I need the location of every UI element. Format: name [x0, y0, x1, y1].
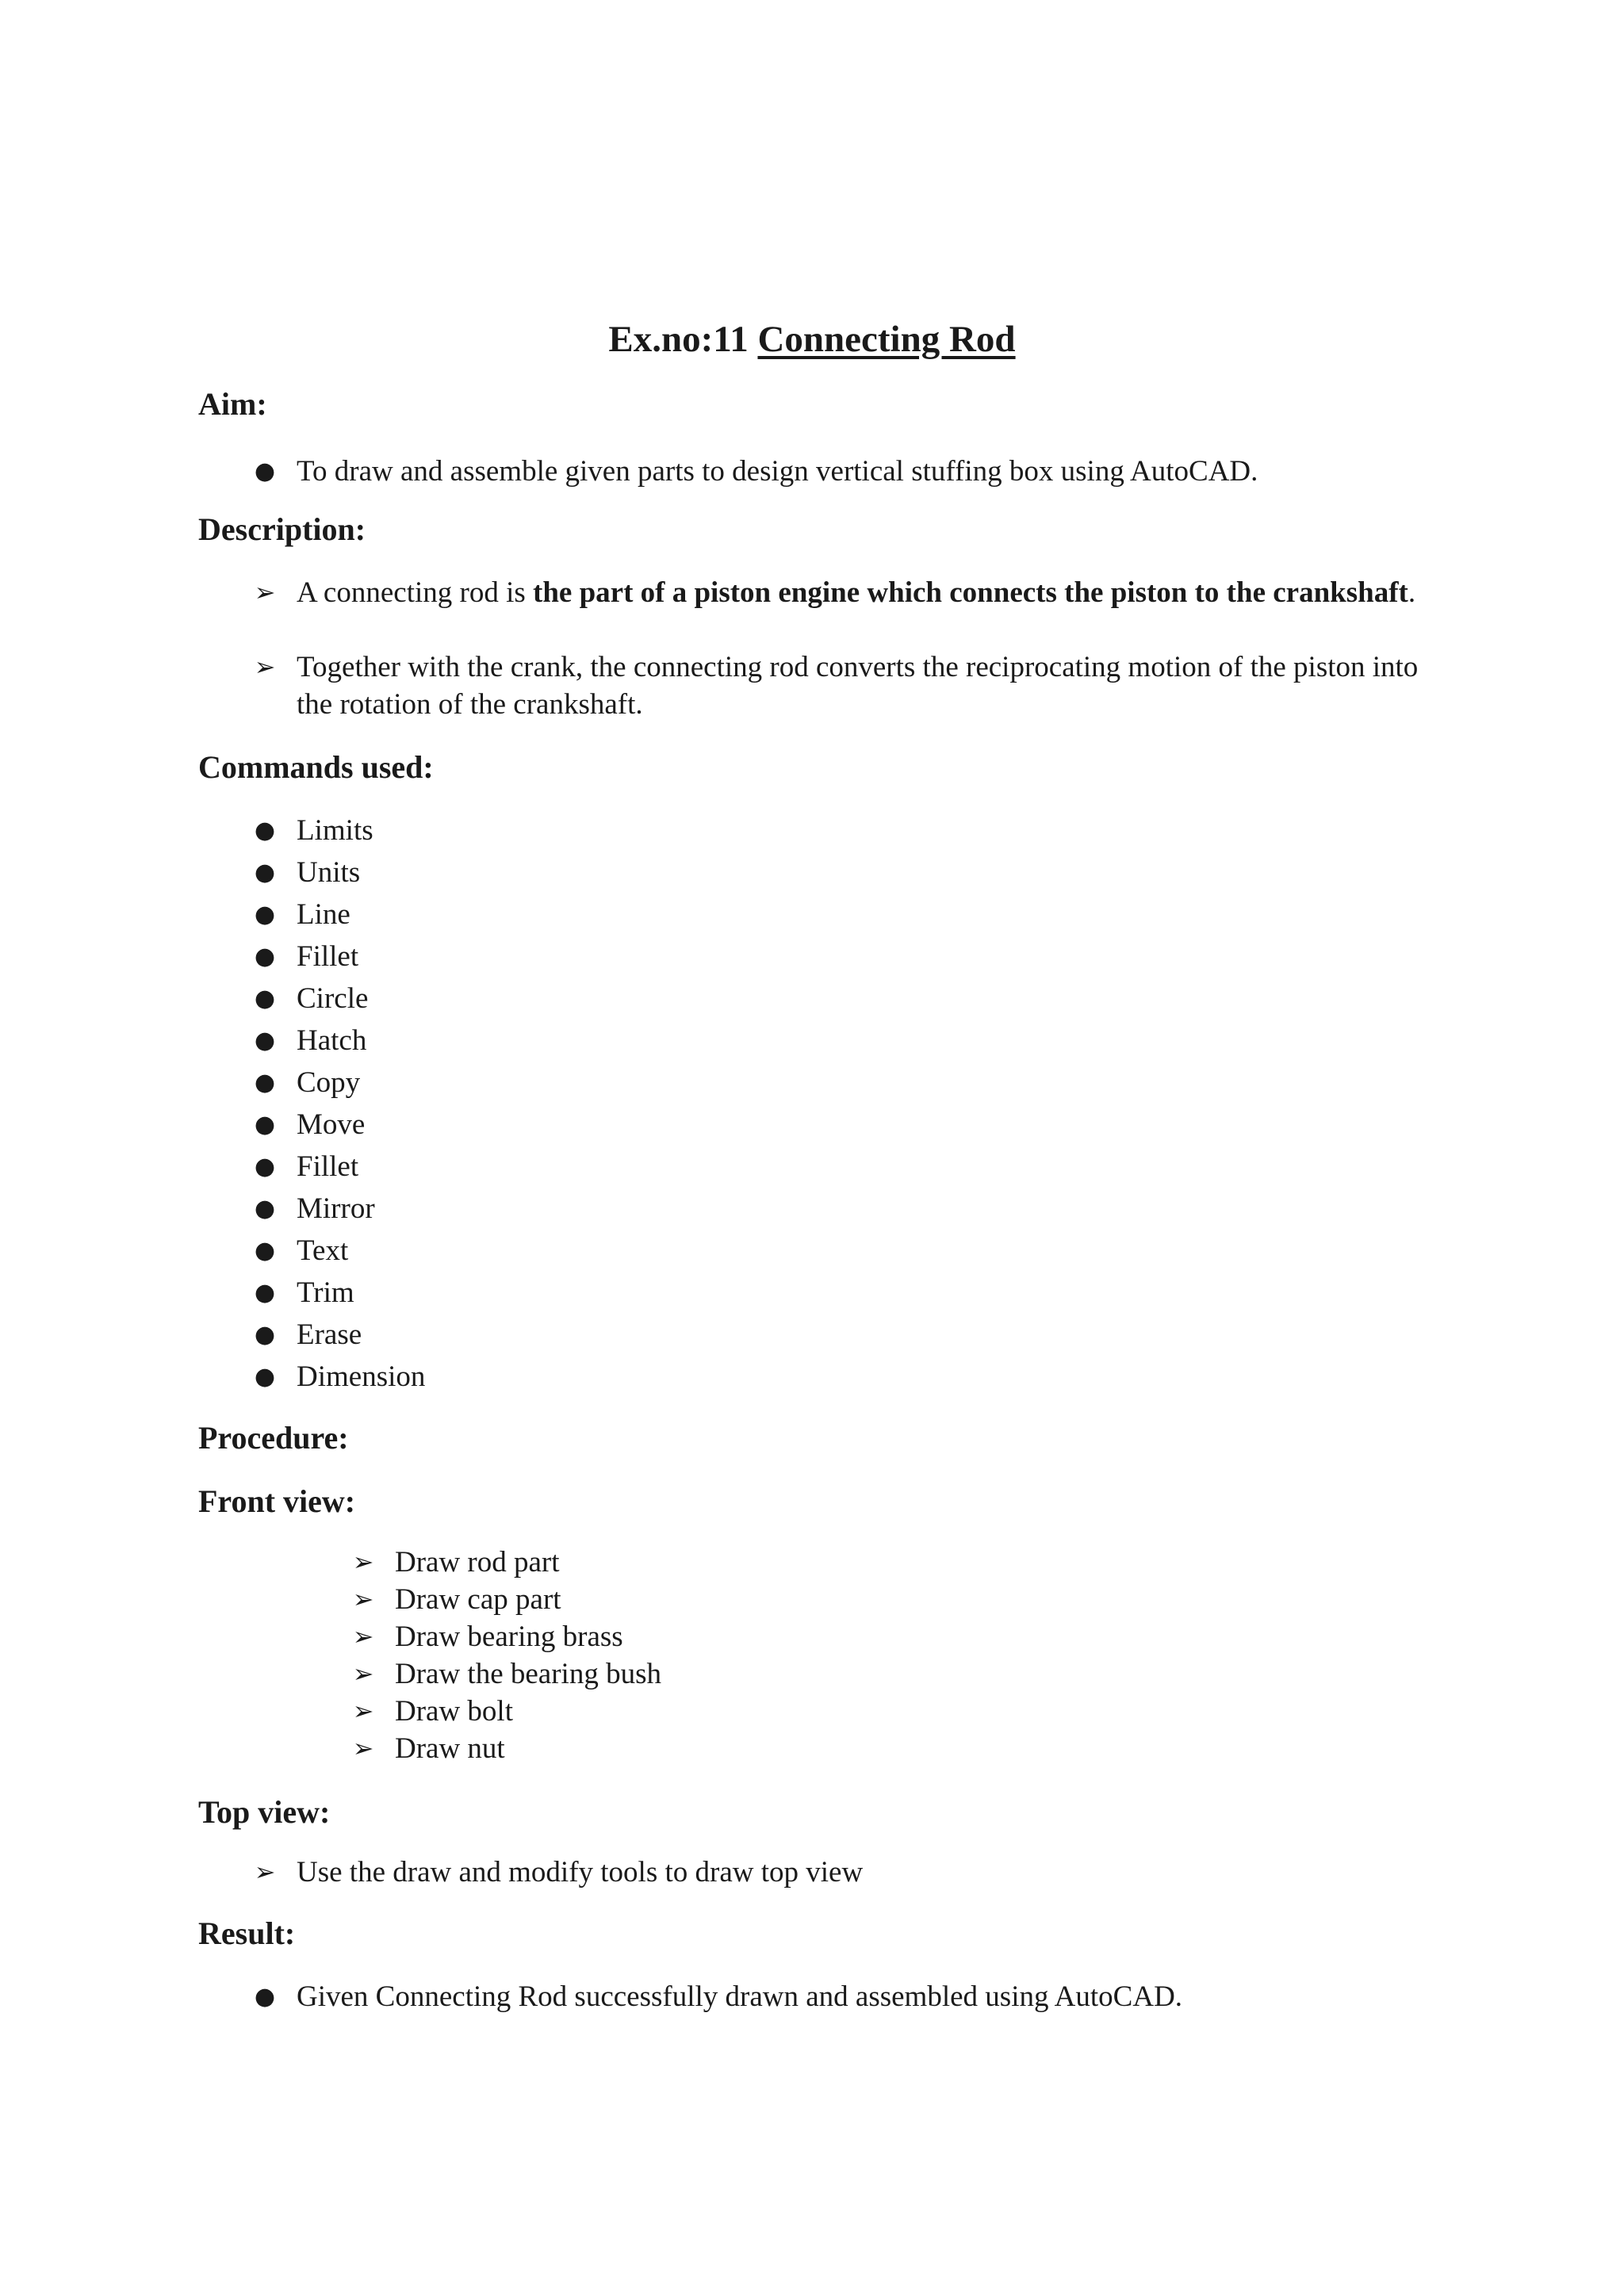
- command-item: ● Erase: [297, 1316, 1431, 1353]
- command-item: ● Units: [297, 854, 1431, 891]
- bullet-dot-icon: ●: [254, 1069, 276, 1096]
- command-item: ● Fillet: [297, 1148, 1431, 1185]
- procedure-heading: Procedure:: [198, 1420, 349, 1456]
- command-item: ● Trim: [297, 1274, 1431, 1311]
- arrow-bullet-icon: ➢: [352, 1584, 374, 1614]
- bullet-dot-icon: ●: [254, 1983, 276, 2011]
- bullet-dot-icon: ●: [254, 985, 276, 1012]
- command-item: ● Move: [297, 1106, 1431, 1143]
- front-view-item: ➢ Draw nut: [395, 1730, 1529, 1767]
- aim-heading: Aim:: [198, 386, 267, 422]
- front-view-item: ➢ Draw the bearing bush: [395, 1655, 1529, 1693]
- command-item: ● Line: [297, 896, 1431, 933]
- front-view-item: ➢ Draw rod part: [395, 1544, 1529, 1581]
- arrow-bullet-icon: ➢: [352, 1696, 374, 1726]
- aim-item: ● To draw and assemble given parts to design vertical stuffing box using AutoCAD.: [297, 453, 1431, 490]
- arrow-bullet-icon: ➢: [352, 1659, 374, 1689]
- bullet-dot-icon: ●: [254, 1279, 276, 1307]
- command-item: ● Copy: [297, 1064, 1431, 1101]
- description-item-2: ➢ Together with the crank, the connecting rod converts the reciprocating motion of the piston into the rotation of the crankshaft.: [297, 649, 1431, 723]
- front-view-item: ➢ Draw cap part: [395, 1581, 1529, 1618]
- command-item: ● Mirror: [297, 1190, 1431, 1227]
- bullet-dot-icon: ●: [254, 1027, 276, 1054]
- command-item: ● Dimension: [297, 1358, 1431, 1395]
- command-item: ● Fillet: [297, 938, 1431, 975]
- arrow-bullet-icon: ➢: [254, 577, 276, 607]
- command-item: ● Hatch: [297, 1022, 1431, 1059]
- bullet-dot-icon: ●: [254, 943, 276, 970]
- bullet-dot-icon: ●: [254, 457, 276, 485]
- arrow-bullet-icon: ➢: [352, 1621, 374, 1651]
- front-view-item: ➢ Draw bolt: [395, 1693, 1529, 1730]
- top-view-heading: Top view:: [198, 1794, 331, 1830]
- commands-heading: Commands used:: [198, 749, 434, 785]
- arrow-bullet-icon: ➢: [352, 1547, 374, 1577]
- result-heading: Result:: [198, 1915, 296, 1951]
- page-title: [0, 311, 1624, 368]
- bullet-dot-icon: ●: [254, 1111, 276, 1138]
- front-view-heading: Front view:: [198, 1483, 356, 1519]
- bullet-dot-icon: ●: [254, 1321, 276, 1349]
- bullet-dot-icon: ●: [254, 1237, 276, 1265]
- bullet-dot-icon: ●: [254, 1195, 276, 1223]
- arrow-bullet-icon: ➢: [352, 1733, 374, 1763]
- top-view-item: ➢ Use the draw and modify tools to draw top view: [297, 1854, 1431, 1891]
- title-prefix: Ex.no:11: [608, 319, 749, 360]
- bullet-dot-icon: ●: [254, 859, 276, 886]
- bullet-dot-icon: ●: [254, 1153, 276, 1181]
- front-view-item: ➢ Draw bearing brass: [395, 1618, 1529, 1655]
- arrow-bullet-icon: ➢: [254, 652, 276, 682]
- arrow-bullet-icon: ➢: [254, 1857, 276, 1887]
- bullet-dot-icon: ●: [254, 817, 276, 844]
- command-item: ● Limits: [297, 812, 1431, 849]
- command-item: ● Circle: [297, 980, 1431, 1017]
- bullet-dot-icon: ●: [254, 1363, 276, 1391]
- description-item-1: ➢ A connecting rod is the part of a piston engine which connects the piston to the crankshaft.: [297, 574, 1431, 611]
- result-item: ● Given Connecting Rod successfully drawn and assembled using AutoCAD.: [297, 1978, 1431, 2015]
- description-heading: Description:: [198, 511, 366, 547]
- bullet-dot-icon: ●: [254, 901, 276, 928]
- title-main: Connecting Rod: [757, 319, 1016, 360]
- command-item: ● Text: [297, 1232, 1431, 1269]
